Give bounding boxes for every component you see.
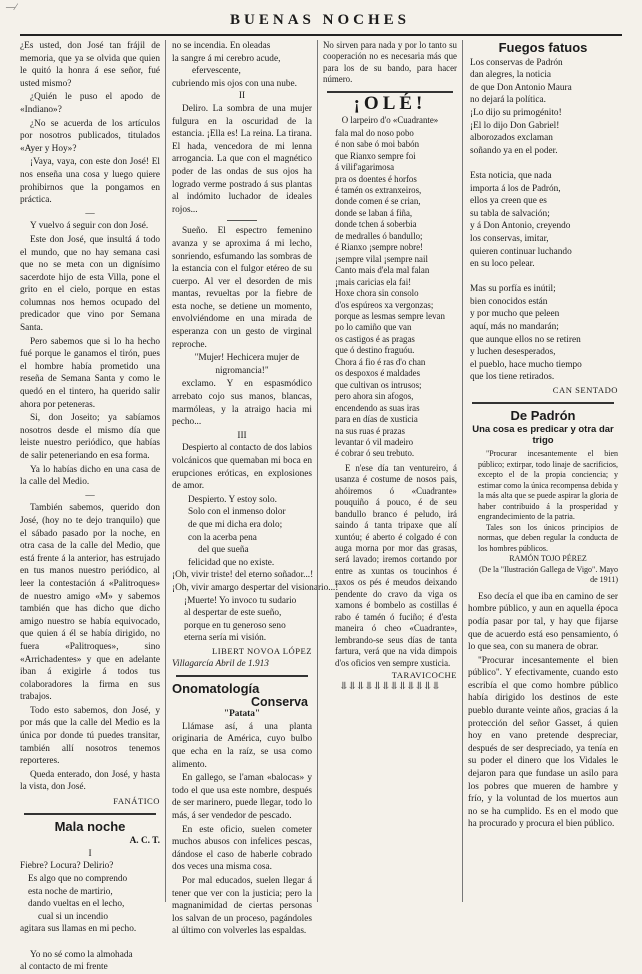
verse-line: eterna sería mi visión. xyxy=(184,633,267,644)
ole-title: ¡OLÉ! xyxy=(353,92,427,114)
verse-line: con la acerba pena xyxy=(188,532,257,543)
verse-line: donde se laban á fiña, xyxy=(335,207,413,218)
verse-line: efervescente, xyxy=(192,66,241,77)
col3-para: E n'ese día tan ventureiro, á usanza é costume de nosos pais, ahóiremos ó «Cuadrante» pouquiño á pouco, é de seu bandullo branco é peludo, irá saindo á tanta tripaxe que alí xuntóu; é aberto é colgado é con auga morna por mor das grasas, será lavado; iremos cortando por entre as xuntas os toucinhos é raxos os pés é meudos deixando pendente do cravo da viga os xamons é bombelo as costillas é rabo é tamén ó fuciño; é d'esta maneira ó cheo «Cuadrante», lembrando-se seus días de tanta fartura, verá que na vida dimpois d'os oficios ven sempre xusticia. xyxy=(335,462,457,668)
col1-signature: FANÁTICO xyxy=(113,796,160,807)
verse-line: no dejará la política. xyxy=(470,95,546,106)
verse-line: los conservas, imitar, xyxy=(470,233,549,244)
col2-para: Llámase así, á una planta originaria de América, cuyo bulbo que echa en la raíz, se usa como alimento. xyxy=(172,721,312,770)
masthead-title: BUENAS NOCHES xyxy=(230,12,410,28)
col3-top: No sirven para nada y por lo tanto su cooperación no es necesaria más que para los de su bando, para hacer número. xyxy=(323,40,457,85)
mala-noche-title: Mala noche xyxy=(54,818,126,834)
verse-line: po lo camiño que van xyxy=(335,322,412,333)
verse-line: donde comen é se crian, xyxy=(335,196,421,207)
verse-line: no se incendia. En oleadas xyxy=(172,41,271,51)
col1-para: ¿Quién le puso el apodo de «Indiano»? xyxy=(20,92,160,115)
verse-line: del que sueña xyxy=(198,545,249,556)
padron-quote xyxy=(468,449,618,586)
col1-para: Este don José, que insultá á todo el mundo, que no hay semana casi que no se meta con un dignísimo sacerdote hijo de esta Villa, pone el grito en el cielo, porque en estas columnas nos hemos ocupado del predicador que vino por Semana Santa. xyxy=(20,234,160,334)
col1-para: Ya lo habías dicho en una casa de la calle del Medio. xyxy=(20,464,160,488)
verse-line: al contacto de mi frente xyxy=(20,962,108,973)
verse-line: ¡sempre vilal ¡sempre nail xyxy=(335,253,428,264)
de-padron-subtitle: Una cosa es predicar y otra dar trigo xyxy=(472,424,614,447)
verse-line: dando vueltas en el lecho, xyxy=(28,899,125,910)
col2-verse xyxy=(172,595,312,645)
fuegos-verse xyxy=(468,57,618,384)
verse-line: d'os espúreos xa vergonzas; xyxy=(335,299,434,310)
conserva-subtitle: Conserva xyxy=(251,694,308,709)
verse-line: en su loco pelear. xyxy=(470,259,535,270)
quote-author: RAMÓN TOJO PÉREZ xyxy=(509,554,587,564)
col1-para: Pero sabemos que si lo ha hecho fué porque le ganamos el tirón, pues el hombre había prometido una reseña de Semana Santa y como le quedó en el tintero, ha querido salir ahora por peteneras. xyxy=(20,336,160,410)
verse-line: agitara sus llamas en mi pecho. xyxy=(20,924,137,935)
col1-para: Todo esto sabemos, don José, y por más que la calle del Medio es la única por donde tú puedes transitar, también allí nosotros tenemos reporteres. xyxy=(20,705,160,767)
verse-line: Canto mais d'ela mal falan xyxy=(335,265,430,276)
col1-para: ¡Vaya, vaya, con este don José! El nos enseña una cosa y luego quiere prohibirnos que la pongamos en práctica. xyxy=(20,157,160,206)
col2-place-date: Villagarcía Abril de 1.913 xyxy=(172,658,269,669)
verse-line: os despoxos é maldades xyxy=(335,368,421,379)
mala-noche-num: I xyxy=(88,848,92,859)
column-3 xyxy=(323,40,457,693)
verse-line: Mas su porfía es inútil; xyxy=(470,284,556,295)
verse-line: y á Don Antonio, creyendo xyxy=(470,221,571,232)
mala-noche-author: A. C. T. xyxy=(129,836,160,847)
verse-line: bien conocidos están xyxy=(470,296,548,307)
col2-verse xyxy=(172,569,339,594)
col4-para: "Procurar incesantemente el bien público". Y efectivamente, cuando esto escribía el que como hombre público había dirigido los destinos de este pueblo durante veinte años, gracias á la protección del señor Gasset, á quien hoy en vano pretende despreciar, después de ser despreciado, ya tenía en su poder el dinero que los Vidales le dejaron para que fundase un asilo para los pobres que mueren de hambre y frío, y la voluntad de los muertos aun no se ha cumplido. Es en el modo que ha procurado y procura el bien público. xyxy=(468,655,618,830)
verse-line: quieren continuar luchando xyxy=(470,246,572,257)
verse-line: porque as lesmas sempre levan xyxy=(335,310,445,321)
col2-verse xyxy=(172,494,312,570)
verse-line: á vilif'agarimosa xyxy=(335,162,395,173)
verse-line: é Rianxo ¡sempre nobre! xyxy=(335,242,423,253)
verse-line: Chora á fio é ras d'o chan xyxy=(335,356,426,367)
verse-line: ¡Muerte! Yo invoco tu sudario xyxy=(184,595,297,606)
verse-line: Es algo que no comprendo xyxy=(28,874,128,884)
verse-line xyxy=(470,271,618,284)
verse-line: al despertar de este sueño, xyxy=(184,608,282,619)
verse-line: pra os doentes é horfos xyxy=(335,173,417,184)
quote-text: "Procurar incesantemente el bien público; extirpar, todo linaje de sacrificios, excepto el de la propia conciencia; y estimar como la única recompensa debida y la más alta que se puede aspirar la gloria de haber contribuido á la prosperidad y engrandecimiento de la patria. xyxy=(478,449,618,522)
verse-line: el pueblo, hace mucho tiempo xyxy=(470,359,582,370)
verse-line: os castigos é as pragas xyxy=(335,333,415,344)
verse-line: y por mucho que peleen xyxy=(470,309,560,320)
verse-line: é non sabe ó moi babón xyxy=(335,139,420,150)
verse-line: de que Don Antonio Maura xyxy=(470,82,572,93)
verse-line: que aunque ellos no se retiren xyxy=(470,334,581,345)
divider xyxy=(227,220,257,221)
verse-line: ¡El lo dijo Don Gabriel! xyxy=(470,120,560,131)
verse-line xyxy=(470,157,618,170)
section-rule xyxy=(176,675,308,677)
verse-line: importa á los de Padrón, xyxy=(470,183,561,194)
verse-line: Fiebre? Locura? Delirio? xyxy=(20,861,114,872)
verse-line: Esta noticia, que nada xyxy=(470,170,552,181)
verse-line: de que mi dicha era dolo; xyxy=(188,519,283,530)
verse-line: é cobrar ó seu trebuto. xyxy=(335,448,415,459)
ornament-row: ⥥⥥⥥⥥⥥⥥⥥⥥⥥⥥⥥⥥ xyxy=(339,681,441,693)
verse-line: cubriendo mis ojos con una nube. xyxy=(172,78,297,89)
verse-line: y luchen desesperados, xyxy=(470,347,556,358)
verse-line: pero ahora sin afogos, xyxy=(335,391,414,402)
col2-para: Despierto al contacto de dos labios volcánicos que quemaban mi boca en erupciones eróticas, en explosiones de amor. xyxy=(172,443,312,492)
column-divider xyxy=(462,40,463,902)
col1-para: ¿Es usted, don José tan frájil de memoria, que ya se olvida que quien le quitó la honra á ese señor, fué usted mismo? xyxy=(20,41,160,89)
col3-para: O larpeiro d'o «Cuadrante» xyxy=(341,115,439,126)
column-4 xyxy=(468,40,618,832)
verse-line: que Rianxo sempre foi xyxy=(335,150,416,161)
verse-line: ¡Oh, vivir amargo despertar del visionario...! xyxy=(172,582,339,593)
column-divider xyxy=(317,40,318,902)
section-num: II xyxy=(238,91,246,102)
col1-dash: — xyxy=(85,208,95,219)
col2-signature: LIBERT NOVOA LÓPEZ xyxy=(212,645,312,656)
col2-para: En este oficio, suelen cometer muchos abusos con infelices pescas, dándose el caso de haberle cobrado dos veces una misma cosa. xyxy=(172,824,312,873)
col2-para: Deliro. La sombra de una mujer fulgura en la oscuridad de la estancia. ¡Ella es! La reina. La tirana. El hada, vencedora de mi lenna arrogancia. La que con el magnético poder de las ondas de sus ojos ha logrado verme postrado á sus plantas al indómito luchador de ideales rojos... xyxy=(172,103,312,215)
verse-line: porque en tu generoso seno xyxy=(184,620,286,631)
verse-line: cual si un incendio xyxy=(38,911,108,922)
section-rule xyxy=(472,402,614,404)
quote-text: Tales son los únicos principios de normas, que deben regular la conducta de los hombres públicos. xyxy=(478,522,618,553)
col2-para: Sueño. El espectro femenino avanza y se aproxima á mi lecho, sonriendo, esfumando las sombras de la estancia con el fulgor etéreo de su cuerpo. Al ver el desorden de mis mantas, revueltas por la fiebre de esta noche, se detiene un momento, envolviéndome en una mirada de esperanza con un gesto de virginal reproche. xyxy=(172,226,312,350)
section-num: III xyxy=(237,430,247,441)
verse-line: é tamén os extranxeiros, xyxy=(335,184,422,195)
verse-line: alborozados exclaman xyxy=(470,133,553,144)
mala-noche-verse xyxy=(20,860,160,973)
de-padron-title: De Padrón xyxy=(510,407,576,423)
masthead-rule xyxy=(20,34,622,36)
verse-line: na sus ruas é prazas xyxy=(335,425,405,436)
verse-line: que los tiene retirados. xyxy=(470,372,555,383)
col1-para: Y vuelvo á seguir con don José. xyxy=(30,221,149,232)
corner-mark: —⁄ xyxy=(6,2,17,12)
fuegos-fatuos-title: Fuegos fatuos xyxy=(498,40,588,55)
onomatologia-title: Onomatología xyxy=(172,681,260,697)
verse-line: Los conservas de Padrón xyxy=(470,57,563,68)
verse-line: fala mal do noso pobo xyxy=(335,127,414,138)
quote-source: (De la "Ilustración Gallega de Vigo". Mayo de 1911) xyxy=(479,564,618,585)
verse-line: encendendo as suas iras xyxy=(335,402,420,413)
verse-line: Hoxe chora sin consolo xyxy=(335,288,419,299)
verse-line: ¡mais caricias ela fai! xyxy=(335,276,412,287)
col2-para: En gallego, se l'aman «balocas» y todo el que usa este nombre, después de ser marinero, puede llegar, todo lo más, á ser vendedor de pescado. xyxy=(172,773,312,822)
verse-line: dan alegres, la noticia xyxy=(470,70,552,81)
ole-verse xyxy=(323,128,457,460)
col1-para: Queda enterado, don José, y hasta la vista, don José. xyxy=(20,769,160,793)
col3-signature: TARAVICOCHE xyxy=(391,670,457,681)
column-2 xyxy=(172,40,339,939)
col2-para: Por mal educados, suelen llegar á tener que ver con la justicia; pero la magnanimidad de ciertas personas los salvan de un proceso, pagándoles al último con volverles las espaldas. xyxy=(172,876,312,937)
col1-dash: — xyxy=(85,490,95,501)
verse-line: soñando ya en el poder. xyxy=(470,145,558,156)
col1-para: También sabemos, querido don José, (hoy no te dejo tranquilo) que el sábado pasado por la noche, en otra casa de la calle del Medio, que está frente á la anterior, has estrujado en tus manos nuestro periódico, al leer la contestación á «Palitroques» de nuestro amigo «M» y sabemos también que has dicho que dicho amigo nuestro se había equivocado, que quien á él se había dirigido, no fuera «Palitroques», sino «Arrichadentes» y que en adelante iban á exigirle á todos tus colaboradores la firma en sus trabajos. xyxy=(20,503,160,703)
verse-line: donde tchen á soberbia xyxy=(335,219,417,230)
col2-para: exclamo. Y en espasmódico arrebato cojo sus manos, blancas, marmóleas, y la atraigo hacia mi pecho... xyxy=(172,379,312,428)
verse-line: ¡Lo dijo su primogénito! xyxy=(470,107,562,118)
section-rule xyxy=(24,813,156,815)
verse-line: para en días de xusticia xyxy=(335,414,418,425)
verse-line: levantar ó vil madeiro xyxy=(335,436,414,447)
verse-line: la sangre á mi cerebro acude, xyxy=(172,53,281,64)
col1-para: Si, don Joseito; ya sabíamos nosotros desde el mismo día que leiste nuestro periódico, que habías de salir peteneriando en esa forma. xyxy=(20,413,160,461)
verse-line: que cultivan os intrusos; xyxy=(335,379,422,390)
verse-line: felicidad que no existe. xyxy=(188,557,275,568)
patata-heading: "Patata" xyxy=(223,709,261,720)
verse-line: Yo no sé como la almohada xyxy=(30,949,133,960)
col4-signature: CAN SENTADO xyxy=(552,385,618,396)
verse-line: de medralles ó bandullo; xyxy=(335,230,423,241)
verse-line: Solo con el inmenso dolor xyxy=(188,507,286,518)
verse-line: ¡Oh, vivir triste! del eterno soñador...! xyxy=(172,570,314,581)
verse-line xyxy=(20,936,160,949)
col4-para: Eso decía el que iba en camino de ser hombre público, y aun en aquella época podía pasar por tal, y hay que fijarse que de acuerdo está eso pensamiento, ó lo que sea, con su manera de obrar. xyxy=(468,591,618,653)
verse-line: Despierto. Y estoy solo. xyxy=(188,494,277,505)
column-divider xyxy=(165,40,166,902)
col1-para: ¿No se acuerda de los artículos por nosotros publicados, titulados «Ayer y Hoy»? xyxy=(20,118,160,154)
column-1 xyxy=(20,40,160,974)
verse-line: ellos ya creen que es xyxy=(470,196,547,207)
verse-line: que ó destino fraguóu. xyxy=(335,345,415,356)
mala-noche-verse-cont xyxy=(172,40,312,90)
verse-line: su tabla de salvación; xyxy=(470,208,550,219)
verse-line: esta noche de martirio, xyxy=(28,886,113,897)
col2-quote: "Mujer! Hechicera mujer de nigromancia!" xyxy=(194,353,300,376)
verse-line: aquí, más no mandarán; xyxy=(470,322,559,333)
